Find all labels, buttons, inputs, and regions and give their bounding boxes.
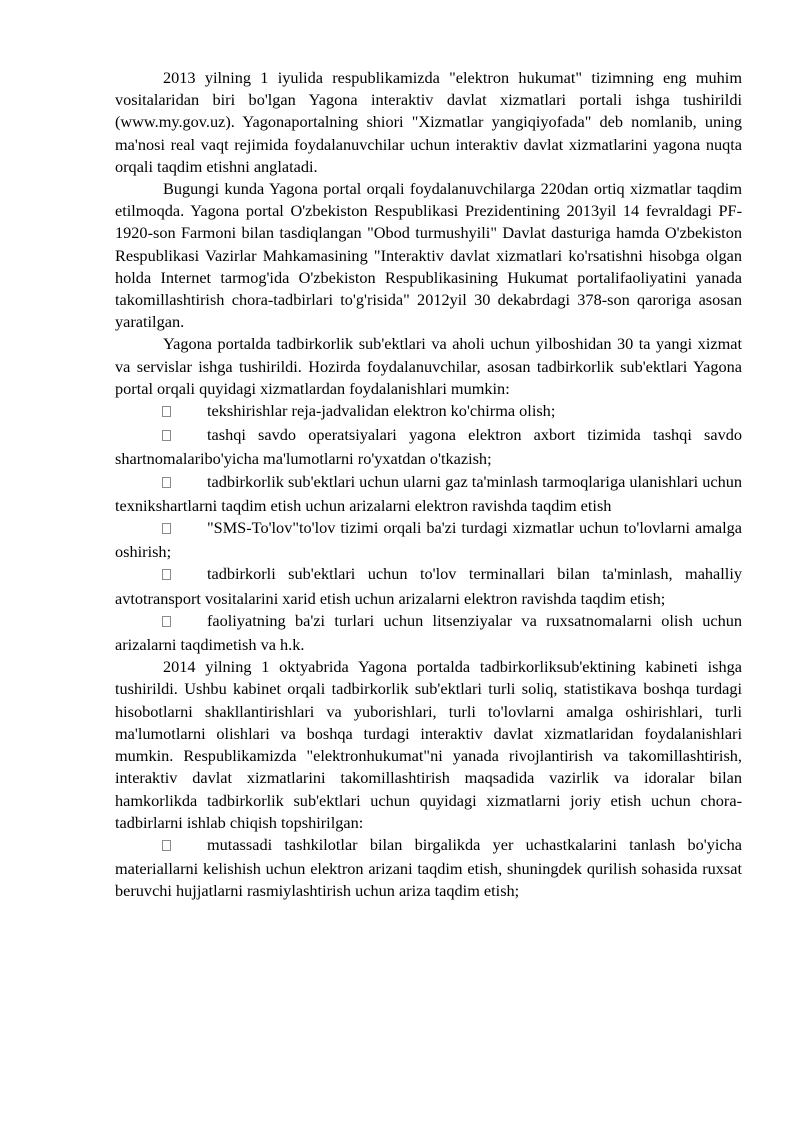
list-item-text: tadbirkorli sub'ektlari uchun to'lov terminallari bilan ta'minlash, mahalliy avtotransport vositalarini xarid etish uchun arizalarni elektron ravishda taqdim etish; — [115, 564, 742, 608]
list-item-text: tadbirkorlik sub'ektlari uchun ularni gaz ta'minlash tarmoqlariga ulanishlari uchun texnikshartlarni taqdim etish uchun arizalarni elektron ravishda taqdim etish — [115, 471, 742, 515]
list-item — [115, 610, 742, 656]
bullet-glyph-icon — [162, 565, 207, 587]
list-item — [115, 424, 742, 470]
list-item-text: tashqi savdo operatsiyalari yagona elektron axbort tizimida tashqi savdo shartnomalaribo'yicha ma'lumotlarni ro'yxatdan o'tkazish; — [115, 425, 742, 469]
list-item — [115, 834, 742, 903]
bullet-glyph-icon — [162, 426, 207, 448]
list-item-text: faoliyatning ba'zi turlari uchun litsenziyalar va ruxsatnomalarni olish uchun arizalarni taqdimetish va h.k. — [115, 610, 742, 655]
paragraph-entrepreneur-cabinet: 2014 yilning 1 oktyabrida Yagona portalda tadbirkorliksub'ektining kabineti ishga tushirildi. Ushbu kabinet orqali tadbirkorlik sub'ektlari turli soliq, statistikava boshqa turdagi hisobotlarni shakllantirishlari va yuborishlari, turli to'lovlarni amalga oshirishlari, turli ma'lumotlarni olishlari va boshqa turdagi interaktiv davlat xizmatlaridan foydalanishlari mumkin. Respublikamizda "elektronhukumat"ni yanada rivojlantirish va takomillashtirish, interaktiv davlat xizmatlarini takomillashtirish maqsadida vazirlik va idoralar bilan hamkorlikda tadbirkorlik sub'ektlari uchun quyidagi xizmatlarni joriy etish uchun chora-tadbirlarni ishlab chiqish topshirilgan: — [115, 657, 742, 832]
list-item-text: mutassadi tashkilotlar bilan birgalikda yer uchastkalarini tanlash bo'yicha materiallarni kelishish uchun elektron arizani taqdim etish, shuningdek qurilish sohasida ruxsat beruvchi hujjatlarni rasmiylashtirish uchun ariza taqdim etish; — [115, 834, 742, 901]
list-item — [115, 471, 742, 517]
list-item — [115, 517, 742, 563]
bullet-glyph-icon — [162, 473, 207, 495]
bullet-glyph-icon — [162, 836, 207, 858]
list-item-text: tekshirishlar reja-jadvalidan elektron ko'chirma olish; — [207, 401, 556, 421]
paragraph-portal-services: Bugungi kunda Yagona portal orqali foydalanuvchilarga 220dan ortiq xizmatlar taqdim etilmoqda. Yagona portal O'zbekiston Respublikasi Prezidentining 2013yil 14 fevraldagi PF-1920-son Farmoni bilan tasdiqlangan "Obod turmushyili" Davlat dasturiga hamda O'zbekiston Respublikasi Vazirlar Mahkamasining "Interaktiv davlat xizmatlari ko'rsatishni hisobga olgan holda Internet tarmog'ida O'zbekiston Respublikasining Hukumat portalifaoliyatini yanada takomillashtirish chora-tadbirlari to'g'risida" 2012yil 30 dekabrdagi 378-son qaroriga asosan yaratilgan. — [115, 179, 742, 332]
bullet-glyph-icon — [162, 612, 207, 634]
paragraph-new-services: Yagona portalda tadbirkorlik sub'ektlari va aholi uchun yilboshidan 30 ta yangi xizmat va servislar ishga tushirildi. Hozirda foydalanuvchilar, asosan tadbirkorlik sub'ektlari Yagona portal orqali quyidagi xizmatlardan foydalanishlari mumkin: — [115, 334, 742, 398]
list-item-text: "SMS-To'lov"to'lov tizimi orqali ba'zi turdagi xizmatlar uchun to'lovlarni amalga oshirish; — [115, 518, 742, 562]
list-item — [115, 563, 742, 609]
list-item — [115, 400, 742, 424]
bullet-glyph-icon — [162, 402, 207, 424]
paragraph-portal-launch: 2013 yilning 1 iyulida respublikamizda "elektron hukumat" tizimning eng muhim vositalaridan biri bo'lgan Yagona interaktiv davlat xizmatlari portali ishga tushirildi (www.my.gov.uz). Yagonaportalning shiori "Xizmatlar yangiqiyofada" deb nomlanib, uning ma'nosi real vaqt rejimida foydalanuvchilar uchun interaktiv davlat xizmatlarini yagona nuqta orqali taqdim etishni anglatadi. — [115, 68, 742, 176]
document-body — [115, 67, 742, 903]
bullet-glyph-icon — [162, 519, 207, 541]
